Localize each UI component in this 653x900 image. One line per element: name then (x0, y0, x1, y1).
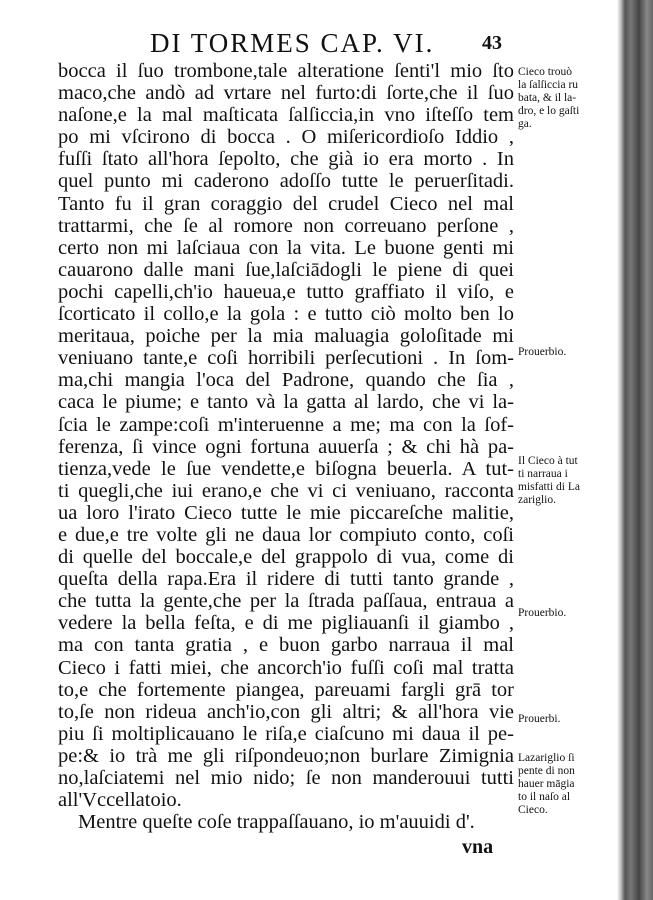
text-line: to,ſe non rideua anch'io,con gli altri; & all'hora vie (58, 700, 514, 723)
margin-note-line: pente di non (518, 765, 575, 777)
running-title: DI TORMES CAP. VI. (150, 28, 435, 58)
margin-note-line: Prouerbi. (518, 713, 561, 725)
text-line: pe:& io trà me gli riſpondeuo;non burlare Zimignia (58, 744, 514, 767)
margin-note (518, 713, 614, 726)
text-line: to,e che fortemente piangea, pareuami fargli grā tor (58, 678, 514, 701)
margin-note (518, 607, 614, 620)
margin-note (518, 752, 614, 817)
text-line: ti quegli,che iui erano,e che vi ci veniuano, racconta (58, 479, 514, 502)
text-line: trattarmi, che ſe al romore non correuano perſone , (58, 214, 514, 237)
margin-note-line: to il naſo al (518, 791, 571, 803)
body-text (58, 60, 514, 833)
text-line: naſone,e la mal maſticata ſalſiccia,in vno iſteſſo tem (58, 104, 514, 127)
margin-note-line: misfatti di La (518, 481, 580, 493)
margin-note-line: Lazariglio ſi (518, 752, 575, 764)
margin-note-line: Cieco. (518, 804, 548, 816)
margin-note-line: hauer māgia (518, 778, 575, 790)
text-line: all'Vccellatoio. (58, 789, 182, 812)
text-line: Cieco i fatti miei, che ancorch'io fuſſi coſi mal tratta (58, 656, 514, 679)
margin-note (518, 346, 614, 359)
page-number: 43 (482, 32, 502, 54)
text-line: maco,che andò ad vrtare nel furto:di ſorte,che il ſuo (58, 82, 514, 105)
margin-note-line: dro, e lo gaſti (518, 105, 580, 117)
margin-note-line: Cieco trouò (518, 66, 572, 78)
text-line: po mi vſcirono di bocca . O miſericordioſo Iddio , (58, 126, 514, 149)
margin-note-line: Prouerbio. (518, 346, 567, 358)
text-line: pochi capelli,ch'io haueua,e tutto graffiato il viſo, e (58, 280, 514, 303)
margin-note-line: Il Cieco à tut (518, 455, 578, 467)
text-line: Tanto fu il gran coraggio del crudel Cieco nel mal (58, 192, 514, 215)
text-line: caca le piume; e tanto và la gatta al lardo, che vi la- (58, 391, 514, 414)
margin-note-line: Prouerbio. (518, 607, 567, 619)
text-line: ua loro l'irato Cieco tutte le mie piccareſche malitie, (58, 501, 514, 524)
margin-note-line: bata, & il la- (518, 92, 577, 104)
margin-note-line: zariglio. (518, 494, 556, 506)
text-line: ma,chi mangia l'oca del Padrone, quando che ſia , (58, 369, 514, 392)
text-line: vedere la bella feſta, e di me pigliauanſi il giambo , (58, 612, 514, 635)
text-line: ma con tanta gratia , e buon garbo narraua il mal (58, 634, 514, 657)
text-line: veniuano tante,e coſi horribili perſecutioni . In ſom- (58, 347, 514, 370)
text-line: che tutta la gente,che per la ſtrada paſſaua, entraua a (58, 590, 514, 613)
margin-note-line: ti narraua i (518, 468, 568, 480)
text-line: quel punto mi caderono adoſſo tutte le peruerſitadi. (58, 170, 514, 193)
margin-note (518, 66, 614, 131)
text-line: ſcia le zampe:coſi m'interuenne a me; ma con la ſof- (58, 413, 514, 436)
book-gutter (617, 0, 653, 900)
text-line: meritaua, poiche per la mia maluagia goloſitade mi (58, 325, 514, 348)
text-line: queſta della rapa.Era il ridere di tutti tanto grande , (58, 568, 514, 591)
text-line: ſcorticato il collo,e la gola : e tutto ciò molto ben lo (58, 303, 514, 326)
margin-note-line: la ſalſiccia ru (518, 79, 579, 91)
text-line: tienza,vede le ſue vendette,e biſogna beuerla. A tut- (58, 457, 514, 480)
margin-note-line: ga. (518, 118, 532, 130)
text-line: certo non mi laſciaua con la vita. Le buone genti mi (58, 236, 514, 259)
text-line: ferenza, ſi vince ogni fortuna auuerſa ; & chi hà pa- (58, 435, 514, 458)
text-line: bocca il ſuo trombone,tale alteratione ſenti'l mio ſto (58, 60, 514, 82)
margin-note (518, 455, 614, 507)
text-line: fuſſi ſtato all'hora ſepolto, che già io era morto . In (58, 148, 514, 171)
text-line: no,laſciatemi nel mio nido; ſe non manderouui tutti (58, 767, 514, 789)
text-line: Mentre queſte coſe trappaſſauano, io m'auuidi d'. (78, 811, 475, 834)
catchword: vna (462, 836, 494, 858)
text-line: piu ſi moltiplicauano le riſa,e ciaſcuno mi daua il pe- (58, 722, 514, 745)
text-line: di quelle del boccale,e del grappolo di vua, come di (58, 546, 514, 569)
text-line: cauarono dalle mani ſue,laſciādogli le piene di quei (58, 258, 514, 281)
text-line: e due,e tre volte gli ne daua lor compiuto conto, coſi (58, 523, 514, 546)
